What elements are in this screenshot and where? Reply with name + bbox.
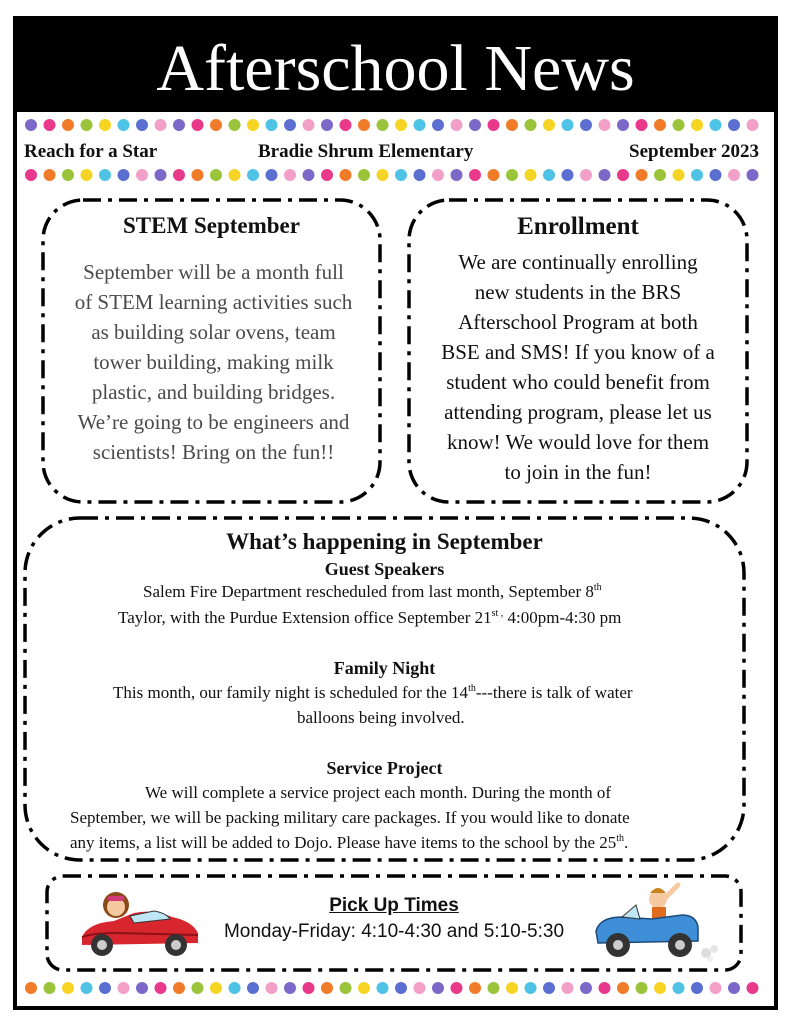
service-project-heading: Service Project xyxy=(326,758,443,778)
decorative-dot xyxy=(469,982,481,994)
stem-line: We’re going to be engineers and xyxy=(77,410,350,434)
decorative-dot xyxy=(99,982,111,994)
pickup-title: Pick Up Times xyxy=(329,895,459,916)
decorative-dot xyxy=(451,982,463,994)
decorative-dot xyxy=(395,169,407,181)
decorative-dot xyxy=(81,169,93,181)
decorative-dot xyxy=(580,169,592,181)
stem-september-box xyxy=(40,197,383,505)
enrollment-text xyxy=(414,247,742,487)
decorative-dot xyxy=(303,119,315,131)
service-line-2: September, we will be packing military care packages. If you would like to donate xyxy=(70,808,630,827)
subheader xyxy=(24,141,759,167)
decorative-dot xyxy=(44,169,56,181)
decorative-dot xyxy=(432,982,444,994)
decorative-dot xyxy=(525,982,537,994)
decorative-dot xyxy=(136,982,148,994)
enrollment-line: student who could benefit from xyxy=(446,370,710,394)
decorative-dot xyxy=(321,169,333,181)
decorative-dot xyxy=(192,119,204,131)
decorative-dot xyxy=(673,982,685,994)
decorative-dot xyxy=(44,982,56,994)
enrollment-title: Enrollment xyxy=(517,213,639,240)
service-line-1: We will complete a service project each month. During the month of xyxy=(145,783,611,802)
decorative-dot xyxy=(469,169,481,181)
decorative-dot xyxy=(747,119,759,131)
decorative-dot xyxy=(747,982,759,994)
guest-line-2: Taylor, with the Purdue Extension office September $21^{st ,}$ 4:00pm-4:30 pm xyxy=(118,608,622,627)
stem-title: STEM September xyxy=(123,213,300,238)
decorative-dot xyxy=(414,982,426,994)
newsletter-title: Afterschool News xyxy=(156,32,635,105)
dot-border-sub xyxy=(24,168,764,182)
decorative-dot xyxy=(599,982,611,994)
decorative-dot xyxy=(562,119,574,131)
decorative-dot xyxy=(488,169,500,181)
decorative-dot xyxy=(710,982,722,994)
decorative-dot xyxy=(395,982,407,994)
decorative-dot xyxy=(377,169,389,181)
decorative-dot xyxy=(118,169,130,181)
decorative-dot xyxy=(691,169,703,181)
decorative-dot xyxy=(266,982,278,994)
decorative-dot xyxy=(710,119,722,131)
enrollment-line: attending program, please let us xyxy=(444,400,712,424)
decorative-dot xyxy=(525,169,537,181)
enrollment-line: new students in the BRS xyxy=(474,280,682,304)
decorative-dot xyxy=(654,169,666,181)
decorative-dot xyxy=(599,169,611,181)
decorative-dot xyxy=(247,169,259,181)
decorative-dot xyxy=(99,169,111,181)
decorative-dot xyxy=(44,119,56,131)
decorative-dot xyxy=(377,119,389,131)
decorative-dot xyxy=(358,982,370,994)
decorative-dot xyxy=(173,169,185,181)
decorative-dot xyxy=(562,982,574,994)
decorative-dot xyxy=(506,119,518,131)
decorative-dot xyxy=(469,119,481,131)
decorative-dot xyxy=(266,119,278,131)
decorative-dot xyxy=(377,982,389,994)
decorative-dot xyxy=(136,119,148,131)
decorative-dot xyxy=(340,982,352,994)
decorative-dot xyxy=(118,982,130,994)
enrollment-line: to join in the fun! xyxy=(504,460,652,484)
decorative-dot xyxy=(62,119,74,131)
family-line-2: balloons being involved. xyxy=(297,708,465,727)
decorative-dot xyxy=(543,982,555,994)
decorative-dot xyxy=(543,119,555,131)
decorative-dot xyxy=(543,169,555,181)
decorative-dot xyxy=(229,982,241,994)
decorative-dot xyxy=(155,169,167,181)
stem-line: tower building, making milk xyxy=(93,350,334,374)
decorative-dot xyxy=(155,119,167,131)
decorative-dot xyxy=(654,982,666,994)
dot-border-bottom xyxy=(24,981,764,995)
decorative-dot xyxy=(358,119,370,131)
decorative-dot xyxy=(728,119,740,131)
decorative-dot xyxy=(192,982,204,994)
whats-happening-box xyxy=(22,515,747,863)
decorative-dot xyxy=(728,982,740,994)
decorative-dot xyxy=(210,119,222,131)
decorative-dot xyxy=(617,169,629,181)
enrollment-line: BSE and SMS! If you know of a xyxy=(441,340,715,364)
decorative-dot xyxy=(99,119,111,131)
enrollment-box xyxy=(406,197,750,505)
decorative-dot xyxy=(599,119,611,131)
issue-date: September 2023 xyxy=(629,141,759,162)
enrollment-line: Afterschool Program at both xyxy=(458,310,698,334)
decorative-dot xyxy=(321,982,333,994)
decorative-dot xyxy=(192,169,204,181)
decorative-dot xyxy=(284,119,296,131)
decorative-dot xyxy=(673,119,685,131)
stem-text xyxy=(54,257,373,467)
decorative-dot xyxy=(691,982,703,994)
decorative-dot xyxy=(451,119,463,131)
enrollment-line: We are continually enrolling xyxy=(458,250,698,274)
decorative-dot xyxy=(414,119,426,131)
decorative-dot xyxy=(451,169,463,181)
pickup-times-box xyxy=(44,873,744,973)
service-line-3: any items, a list will be added to Dojo. Please have items to the school by the 25th. xyxy=(70,833,629,852)
decorative-dot xyxy=(25,119,37,131)
decorative-dot xyxy=(303,982,315,994)
decorative-dot xyxy=(136,169,148,181)
decorative-dot xyxy=(432,169,444,181)
decorative-dot xyxy=(210,982,222,994)
family-line-1: This month, our family night is scheduled for the 14th---there is talk of water xyxy=(113,683,633,702)
guest-speakers-heading: Guest Speakers xyxy=(324,559,445,579)
decorative-dot xyxy=(562,169,574,181)
decorative-dot xyxy=(525,119,537,131)
stem-line: plastic, and building bridges. xyxy=(91,380,336,404)
decorative-dot xyxy=(284,169,296,181)
decorative-dot xyxy=(432,119,444,131)
decorative-dot xyxy=(580,119,592,131)
decorative-dot xyxy=(580,982,592,994)
decorative-dot xyxy=(62,982,74,994)
pickup-hours: Monday-Friday: 4:10-4:30 and 5:10-5:30 xyxy=(223,921,565,942)
decorative-dot xyxy=(414,169,426,181)
decorative-dot xyxy=(81,119,93,131)
happening-title: What’s happening in September xyxy=(226,529,543,554)
decorative-dot xyxy=(303,169,315,181)
stem-line: scientists! Bring on the fun!! xyxy=(92,440,335,464)
decorative-dot xyxy=(617,982,629,994)
decorative-dot xyxy=(636,169,648,181)
decorative-dot xyxy=(747,169,759,181)
school-name: Bradie Shrum Elementary xyxy=(258,141,474,162)
decorative-dot xyxy=(654,119,666,131)
dot-border-top xyxy=(24,118,764,132)
decorative-dot xyxy=(673,169,685,181)
decorative-dot xyxy=(358,169,370,181)
decorative-dot xyxy=(210,169,222,181)
decorative-dot xyxy=(25,982,37,994)
decorative-dot xyxy=(155,982,167,994)
family-night-heading: Family Night xyxy=(333,658,436,678)
decorative-dot xyxy=(229,169,241,181)
decorative-dot xyxy=(25,169,37,181)
decorative-dot xyxy=(284,982,296,994)
enrollment-line: know! We would love for them xyxy=(446,430,710,454)
decorative-dot xyxy=(173,982,185,994)
blue-car-driver-illustration xyxy=(592,879,722,967)
decorative-dot xyxy=(506,169,518,181)
decorative-dot xyxy=(691,119,703,131)
decorative-dot xyxy=(340,119,352,131)
decorative-dot xyxy=(340,169,352,181)
decorative-dot xyxy=(728,169,740,181)
decorative-dot xyxy=(488,119,500,131)
decorative-dot xyxy=(173,119,185,131)
decorative-dot xyxy=(247,982,259,994)
decorative-dot xyxy=(81,982,93,994)
decorative-dot xyxy=(710,169,722,181)
decorative-dot xyxy=(321,119,333,131)
slogan: Reach for a Star xyxy=(24,141,158,162)
decorative-dot xyxy=(229,119,241,131)
decorative-dot xyxy=(62,169,74,181)
decorative-dot xyxy=(488,982,500,994)
stem-line: as building solar ovens, team xyxy=(91,320,336,344)
decorative-dot xyxy=(636,119,648,131)
stem-line: September will be a month full xyxy=(83,260,344,284)
guest-line-1: Salem Fire Department rescheduled from last month, September 8th xyxy=(143,582,602,601)
decorative-dot xyxy=(266,169,278,181)
stem-line: of STEM learning activities such xyxy=(74,290,353,314)
decorative-dot xyxy=(118,119,130,131)
decorative-dot xyxy=(636,982,648,994)
decorative-dot xyxy=(506,982,518,994)
decorative-dot xyxy=(247,119,259,131)
decorative-dot xyxy=(395,119,407,131)
decorative-dot xyxy=(617,119,629,131)
